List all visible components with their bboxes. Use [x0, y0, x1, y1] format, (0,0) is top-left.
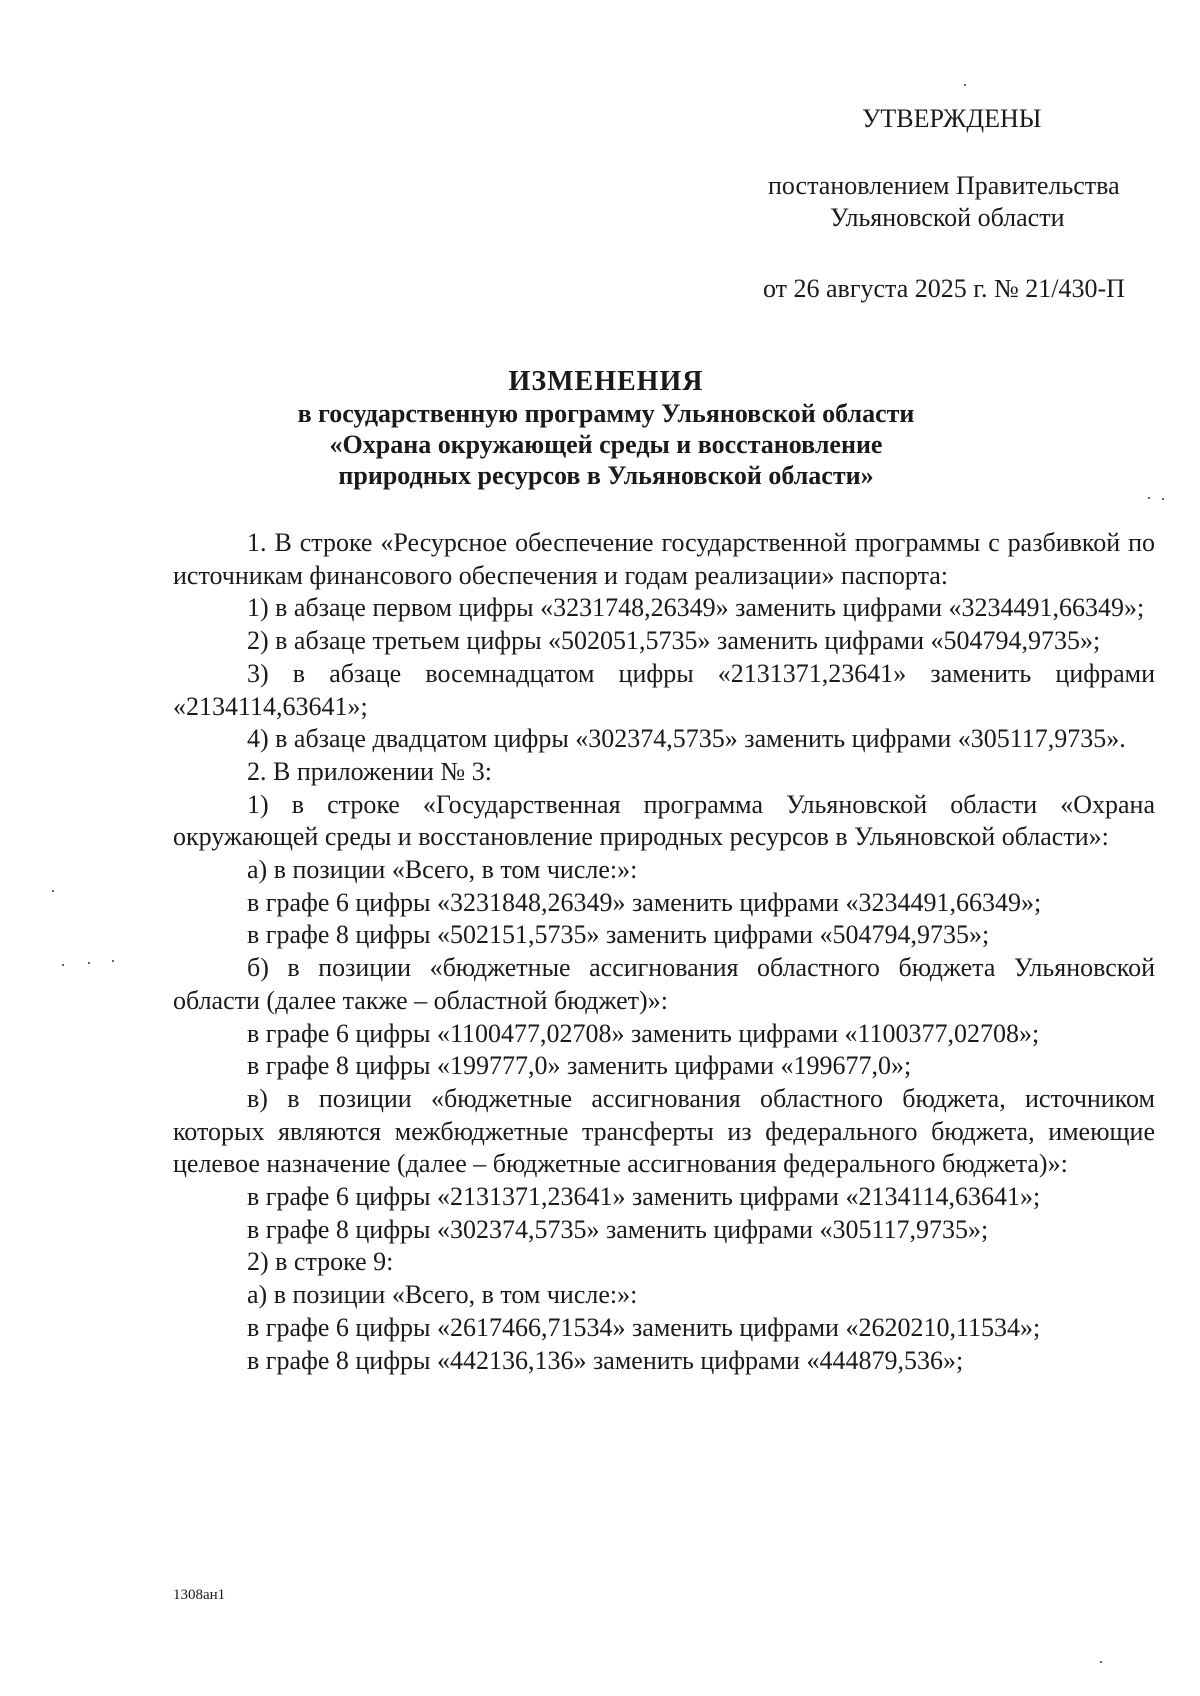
title-line-1: в государственную программу Ульяновской области [297, 399, 915, 428]
paragraph: б) в позиции «бюджетные ассигнования областного бюджета Ульяновской области (далее также – областной бюджет)»: [173, 953, 1155, 1015]
paragraph: 3) в абзаце восемнадцатом цифры «2131371,23641» заменить цифрами «2134114,63641»; [173, 658, 1155, 721]
scan-speck [964, 84, 966, 86]
title-heading: ИЗМЕНЕНИЯ [508, 366, 704, 397]
paragraph: в графе 6 цифры «2617466,71534» заменить цифрами «2620210,11534»; [247, 1312, 1041, 1342]
paragraph: 4) в абзаце двадцатом цифры «302374,5735» заменить цифрами «305117,9735». [247, 724, 1126, 754]
approval-line-2: Ульяновской области [830, 203, 1065, 232]
approval-stamp: УТВЕРЖДЕНЫ [862, 104, 1042, 133]
paragraph: 1. В строке «Ресурсное обеспечение государственной программы с разбивкой по источникам финансового обеспечения и годам реализации» паспорта: [173, 528, 1155, 590]
paragraph: а) в позиции «Всего, в том числе:»: [247, 1280, 638, 1310]
scan-speck [62, 964, 64, 966]
paragraph: 2. В приложении № 3: [247, 756, 492, 786]
paragraph: 2) в абзаце третьем цифры «502051,5735» заменить цифрами «504794,9735»; [247, 626, 1101, 656]
scan-speck [1148, 497, 1150, 499]
paragraph: в графе 8 цифры «302374,5735» заменить цифрами «305117,9735»; [247, 1214, 989, 1244]
document-body [173, 527, 1155, 1377]
paragraph: в графе 6 цифры «3231848,26349» заменить цифрами «3234491,66349»; [247, 887, 1042, 917]
paragraph: в графе 6 цифры «1100477,02708» заменить цифрами «1100377,02708»; [247, 1018, 1040, 1048]
paragraph: в графе 6 цифры «2131371,23641» заменить цифрами «2134114,63641»; [247, 1182, 1041, 1212]
document-title [0, 366, 1200, 491]
paragraph: в графе 8 цифры «199777,0» заменить цифрами «199677,0»; [247, 1051, 912, 1081]
scan-speck [1100, 1661, 1102, 1663]
paragraph: а) в позиции «Всего, в том числе:»: [247, 855, 638, 885]
scan-speck [112, 960, 114, 962]
paragraph: 2) в строке 9: [247, 1247, 394, 1277]
footer-code: 1308ан1 [173, 1587, 226, 1603]
scan-speck [52, 890, 54, 892]
paragraph: в графе 8 цифры «502151,5735» заменить цифрами «504794,9735»; [247, 920, 990, 950]
paragraph: 1) в строке «Государственная программа Ульяновской области «Охрана окружающей среды и восстановление природных ресурсов в Ульяновской области»: [173, 789, 1155, 852]
approval-date-number: от 26 августа 2025 г. № 21/430-П [763, 274, 1125, 303]
paragraph: в) в позиции «бюджетные ассигнования областного бюджета, источником которых являются межбюджетные трансферты из федерального бюджета, имеющие целевое назначение (далее – бюджетные ассигнования федерального бюджета)»: [173, 1083, 1155, 1179]
title-line-3: природных ресурсов в Ульяновской области» [338, 461, 874, 490]
title-line-2: «Охрана окружающей среды и восстановление [329, 430, 883, 459]
paragraph: в графе 8 цифры «442136,136» заменить цифрами «444879,536»; [247, 1345, 964, 1375]
approval-line-1: постановлением Правительства [768, 171, 1120, 200]
scan-speck [1162, 498, 1164, 500]
paragraph: 1) в абзаце первом цифры «3231748,26349» заменить цифрами «3234491,66349»; [247, 593, 1145, 623]
scan-speck [88, 962, 90, 964]
